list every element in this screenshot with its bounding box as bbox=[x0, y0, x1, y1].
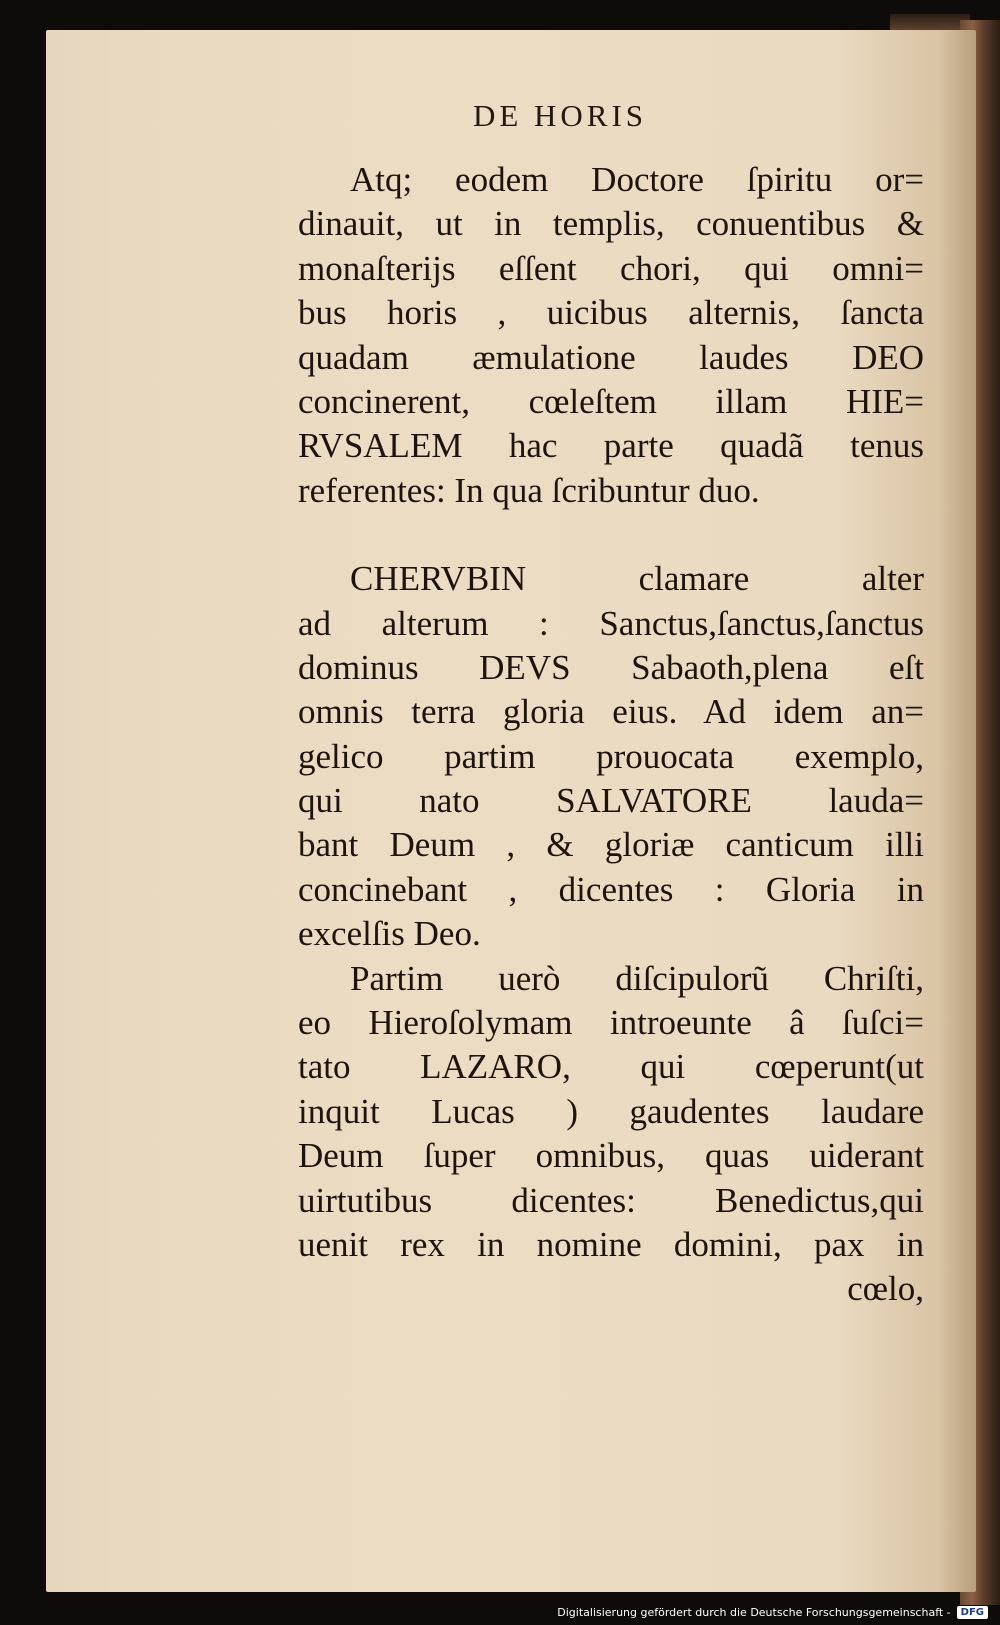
paragraph bbox=[298, 957, 924, 1268]
text-line: dominus DEVS Sabaoth,plena eſt bbox=[298, 647, 924, 687]
text-line: tato LAZARO, qui cœperunt(ut bbox=[298, 1047, 924, 1087]
text-line: Atq; eodem Doctore ſpiritu or= bbox=[350, 160, 924, 199]
text-line: eo Hieroſolymam introeunte â ſuſci= bbox=[298, 1003, 924, 1043]
text-line: omnis terra gloria eius. Ad idem an= bbox=[298, 692, 924, 732]
catchword: cœlo, bbox=[847, 1269, 924, 1309]
text-line: gelico partim prouocata exemplo, bbox=[298, 736, 924, 776]
text-line: Partim uerò diſcipulorũ Chriſti, bbox=[350, 958, 924, 998]
paragraph bbox=[298, 158, 924, 513]
dfg-logo: DFG bbox=[957, 1606, 988, 1619]
digitization-footer bbox=[557, 1606, 988, 1619]
text-line: concinerent, cœleſtem illam HIE= bbox=[298, 381, 924, 421]
text-line: dinauit, ut in templis, conuentibus & bbox=[298, 204, 924, 244]
paragraph-gap bbox=[298, 513, 924, 557]
text-line: referentes: In qua ſcribuntur duo. bbox=[298, 470, 760, 510]
text-line: bus horis , uicibus alternis, ſancta bbox=[298, 293, 924, 333]
text-line: CHERVBIN clamare alter bbox=[350, 559, 924, 599]
text-line: uenit rex in nomine domini, pax in bbox=[298, 1224, 924, 1264]
text-line: inquit Lucas ) gaudentes laudare bbox=[298, 1091, 924, 1131]
text-line: excelſis Deo. bbox=[298, 914, 481, 954]
text-line: Deum ſuper omnibus, quas uiderant bbox=[298, 1136, 924, 1176]
text-line: bant Deum , & gloriæ canticum illi bbox=[298, 825, 924, 865]
text-line: ad alterum : Sanctus,ſanctus,ſanctus bbox=[298, 603, 924, 643]
paragraph bbox=[298, 557, 924, 957]
footer-text: Digitalisierung gefördert durch die Deutsche Forschungsgemeinschaft - bbox=[557, 1606, 951, 1619]
running-head: DE HORIS bbox=[472, 98, 648, 133]
text-line: quadam æmulatione laudes DEO bbox=[298, 337, 924, 377]
text-line: RVSALEM hac parte quadã tenus bbox=[298, 426, 924, 466]
text-line: monaſterijs eſſent chori, qui omni= bbox=[298, 248, 924, 288]
text-line: concinebant , dicentes : Gloria in bbox=[298, 869, 924, 909]
body-text bbox=[298, 158, 924, 1312]
text-line: uirtutibus dicentes: Benedictus,qui bbox=[298, 1180, 924, 1220]
text-line: qui nato SALVATORE lauda= bbox=[298, 781, 924, 821]
